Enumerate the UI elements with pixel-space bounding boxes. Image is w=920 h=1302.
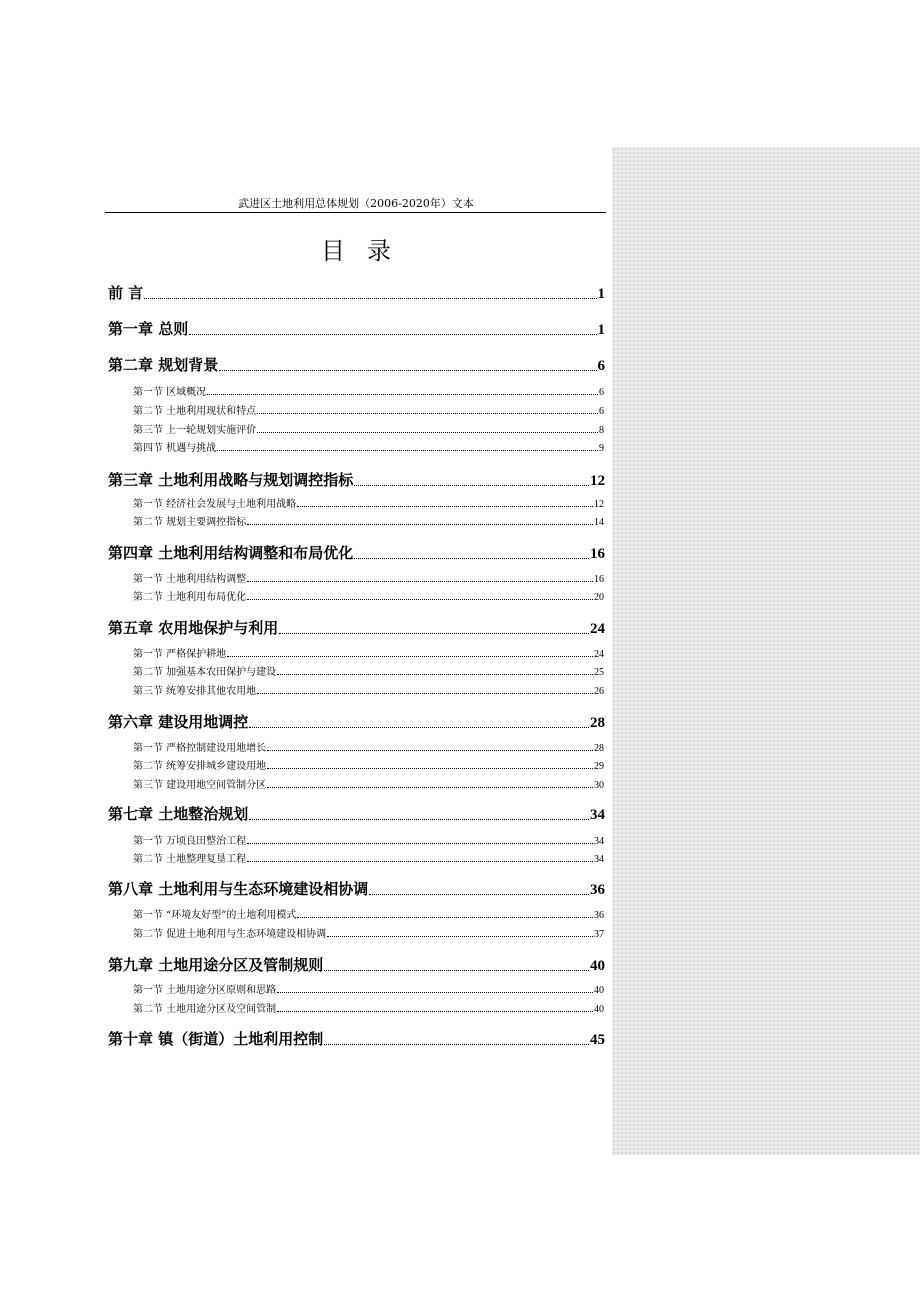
toc-page-number: 8 [599,425,604,436]
toc-entry-label: 第一节 区域概况 [133,387,207,398]
toc-chapter-row[interactable] [108,953,605,975]
dot-leader [277,1011,593,1012]
toc-entry-label: 第三节 上一轮规划实施评价 [133,425,257,436]
toc-entry-label: 第一节 土地用途分区原则和思路 [133,985,277,996]
toc-page-number: 34 [594,836,604,847]
toc-section-row[interactable] [133,645,604,660]
toc-page-number: 20 [594,592,604,603]
toc-entry-label: 第三节 统筹安排其他农用地 [133,686,257,697]
toc-section-row[interactable] [133,850,604,865]
dot-leader [257,693,593,694]
toc-page-number: 30 [594,780,604,791]
toc-entry-label: 第二节 土地用途分区及空间管制 [133,1004,277,1015]
toc-section-row[interactable] [133,439,604,454]
toc-page-number: 6 [597,358,605,374]
toc-chapter-row[interactable] [108,616,605,638]
toc-page-number: 12 [590,473,605,489]
toc-page-number: 16 [590,546,605,562]
toc-entry-label: 第八章 土地利用与生态环境建设相协调 [108,880,369,898]
dot-leader [324,1044,589,1045]
toc-section-row[interactable] [133,402,604,417]
toc-entry-label: 第一节 “环境友好型”的土地利用模式 [133,910,297,921]
toc-page-number: 14 [594,517,604,528]
dot-leader [247,524,593,525]
toc-section-row[interactable] [133,739,604,754]
dot-leader [297,506,593,507]
toc-page-number: 36 [590,882,605,898]
toc-entry-label: 第一节 严格控制建设用地增长 [133,743,267,754]
dot-leader [247,843,593,844]
toc-entry-label: 第四章 土地利用结构调整和布局优化 [108,544,354,562]
dot-leader [247,861,593,862]
dot-leader [207,394,598,395]
toc-section-row[interactable] [133,513,604,528]
toc-entry-label: 第二节 统筹安排城乡建设用地 [133,761,267,772]
toc-page-number: 1 [597,322,605,338]
dot-leader [267,750,593,751]
toc-page-number: 12 [594,499,604,510]
toc-entry-label: 第五章 农用地保护与利用 [108,619,279,637]
toc-entry-label: 第四节 机遇与挑战 [133,443,217,454]
dot-leader [247,599,593,600]
toc-page-number: 40 [590,958,605,974]
dot-leader [267,768,593,769]
toc-section-row[interactable] [133,495,604,510]
toc-entry-label: 第九章 土地用途分区及管制规则 [108,956,324,974]
toc-entry-label: 第六章 建设用地调控 [108,713,249,731]
toc-entry-label: 第一节 万顷良田整治工程 [133,836,247,847]
dot-leader [217,450,598,451]
toc-section-row[interactable] [133,383,604,398]
toc-entry-label: 第二章 规划背景 [108,356,219,374]
toc-page-number: 45 [590,1032,605,1048]
dot-leader [354,485,589,486]
dot-leader [369,894,589,895]
toc-entry-label: 第一节 严格保护耕地 [133,649,227,660]
toc-chapter-row[interactable] [108,281,605,303]
dot-leader [327,936,593,937]
toc-page-number: 28 [590,715,605,731]
toc-page-number: 37 [594,929,604,940]
toc-title: 目录 [321,237,413,265]
toc-entry-label: 第二节 土地整理复垦工程 [133,854,247,865]
dot-leader [279,633,589,634]
toc-entry-label: 前 言 [108,284,144,302]
toc-section-row[interactable] [133,663,604,678]
dot-leader [277,674,593,675]
toc-chapter-row[interactable] [108,468,605,490]
toc-section-row[interactable] [133,832,604,847]
toc-chapter-row[interactable] [108,1027,605,1049]
toc-entry-label: 第三节 建设用地空间管制分区 [133,780,267,791]
toc-page-number: 25 [594,667,604,678]
toc-section-row[interactable] [133,981,604,996]
toc-entry-label: 第一章 总则 [108,320,189,338]
dot-leader [249,727,589,728]
dot-leader [219,370,596,371]
toc-entry-label: 第三章 土地利用战略与规划调控指标 [108,471,354,489]
toc-page-number: 29 [594,761,604,772]
toc-entry-label: 第二节 促进土地利用与生态环境建设相协调 [133,929,327,940]
dot-leader [267,787,593,788]
toc-page-number: 28 [594,743,604,754]
toc-page-number: 6 [599,387,604,398]
toc-section-row[interactable] [133,1000,604,1015]
page-header: 武进区土地利用总体规划（2006-2020年）文本 [238,197,474,210]
dot-leader [257,432,598,433]
toc-entry-label: 第二节 加强基本农田保护与建设 [133,667,277,678]
toc-section-row[interactable] [133,906,604,921]
dot-leader [247,581,593,582]
toc-entry-label: 第二节 土地利用现状和特点 [133,406,257,417]
toc-section-row[interactable] [133,421,604,436]
dot-leader [277,992,593,993]
toc-page-number: 24 [594,649,604,660]
dot-leader [227,656,593,657]
dot-leader [257,413,598,414]
dot-leader [354,558,589,559]
toc-section-row[interactable] [133,776,604,791]
toc-chapter-row[interactable] [108,877,605,899]
toc-entry-label: 第一节 经济社会发展与土地利用战略 [133,499,297,510]
side-panel [612,147,920,1155]
toc-page-number: 24 [590,621,605,637]
toc-page-number: 36 [594,910,604,921]
toc-entry-label: 第七章 土地整治规划 [108,805,249,823]
toc-section-row[interactable] [133,925,604,940]
toc-section-row[interactable] [133,757,604,772]
toc-page-number: 40 [594,1004,604,1015]
dot-leader [144,298,596,299]
toc-page-number: 34 [590,807,605,823]
toc-page-number: 26 [594,686,604,697]
toc-chapter-row[interactable] [108,802,605,824]
toc-chapter-row[interactable] [108,710,605,732]
toc-entry-label: 第二节 规划主要调控指标 [133,517,247,528]
toc-section-row[interactable] [133,682,604,697]
toc-entry-label: 第一节 土地利用结构调整 [133,574,247,585]
dot-leader [324,970,589,971]
toc-section-row[interactable] [133,588,604,603]
toc-page-number: 16 [594,574,604,585]
header-rule [105,212,606,213]
dot-leader [297,917,593,918]
toc-section-row[interactable] [133,570,604,585]
toc-chapter-row[interactable] [108,317,605,339]
toc-chapter-row[interactable] [108,353,605,375]
toc-page-number: 9 [599,443,604,454]
toc-page-number: 6 [599,406,604,417]
toc-page-number: 40 [594,985,604,996]
dot-leader [189,334,596,335]
toc-page-number: 34 [594,854,604,865]
dot-leader [249,819,589,820]
toc-entry-label: 第十章 镇（街道）土地利用控制 [108,1030,324,1048]
toc-chapter-row[interactable] [108,541,605,563]
toc-entry-label: 第二节 土地利用布局优化 [133,592,247,603]
toc-page-number: 1 [597,286,605,302]
